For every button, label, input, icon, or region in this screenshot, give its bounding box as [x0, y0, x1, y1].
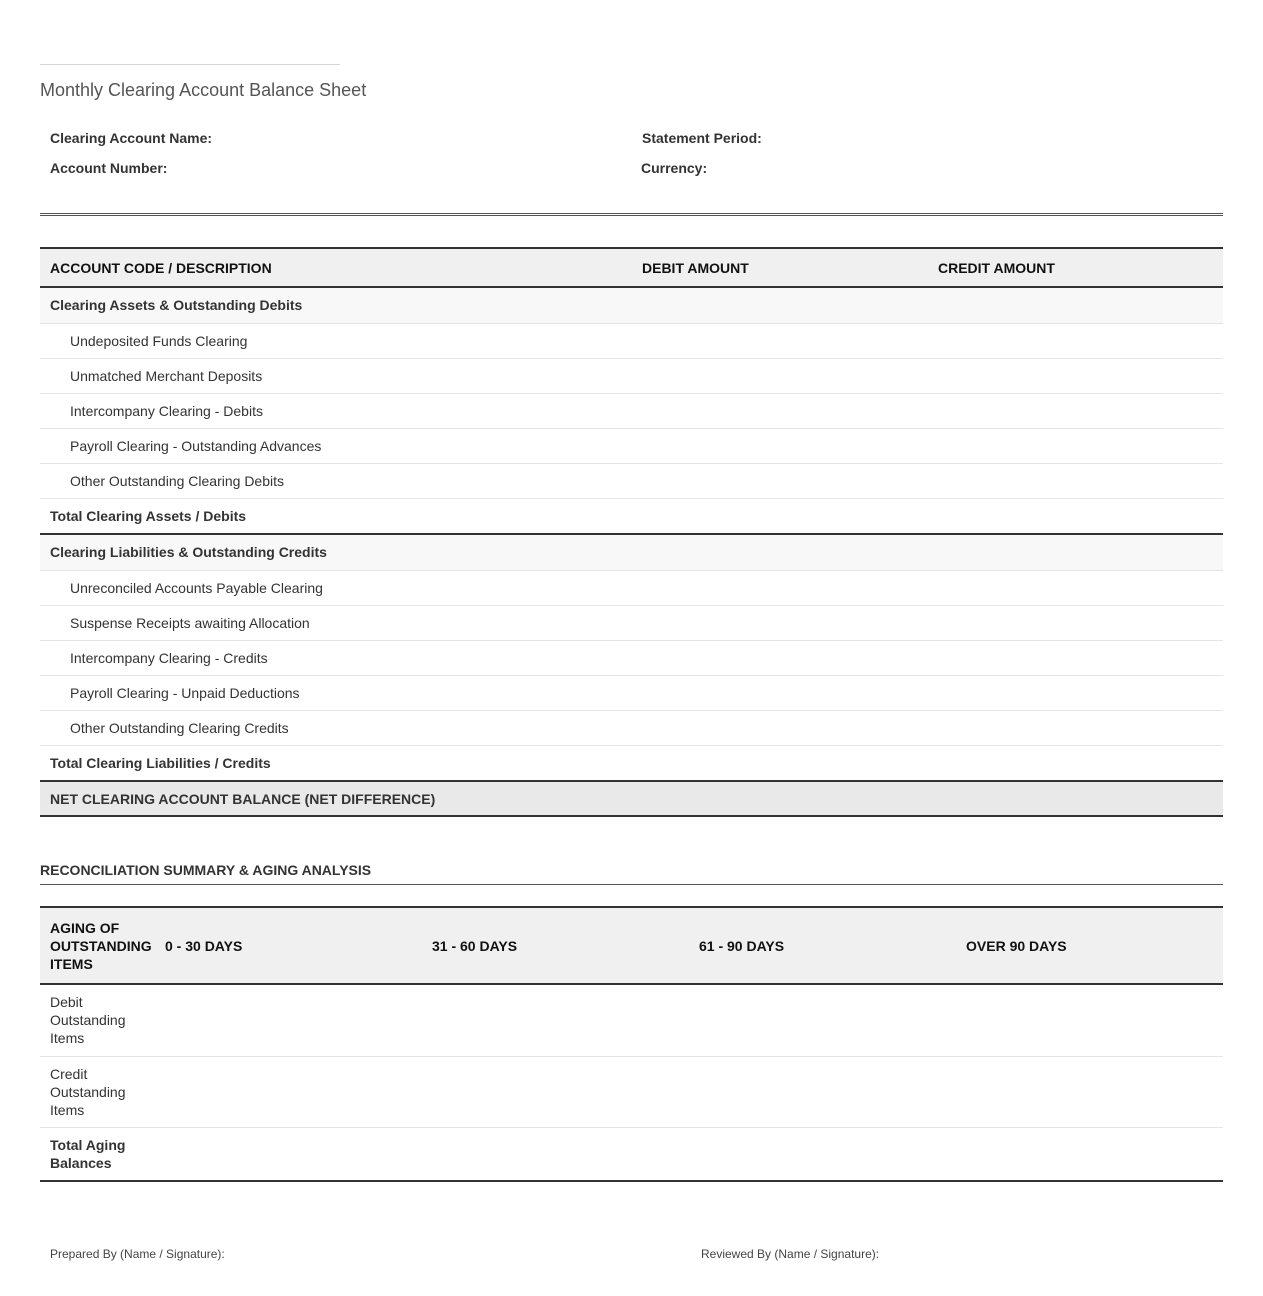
table-row [40, 675, 1223, 710]
row-description: Other Outstanding Clearing Credits [40, 710, 632, 745]
aging-row-label: Credit Outstanding Items [40, 1056, 155, 1127]
row-description: Other Outstanding Clearing Debits [40, 463, 632, 498]
credit-cell [928, 323, 1223, 358]
table-row [40, 323, 1223, 358]
debit-cell [632, 745, 928, 781]
aging-cell [155, 1056, 422, 1127]
header-double-rule [40, 213, 1223, 216]
prepared-by-label: Prepared By (Name / Signature): [50, 1247, 225, 1261]
account-number-label: Account Number: [50, 160, 168, 176]
liabilities-total-row [40, 745, 1223, 781]
row-description: Intercompany Clearing - Credits [40, 640, 632, 675]
credit-cell [928, 745, 1223, 781]
table-row [40, 640, 1223, 675]
balance-table-header [40, 248, 1223, 287]
aging-cell [689, 1127, 956, 1181]
liabilities-section-row [40, 534, 1223, 570]
debit-cell [632, 675, 928, 710]
debit-cell [632, 498, 928, 534]
assets-total-label: Total Clearing Assets / Debits [40, 498, 632, 534]
credit-cell [928, 675, 1223, 710]
debit-cell [632, 428, 928, 463]
col-header-debit: DEBIT AMOUNT [632, 248, 928, 287]
row-description: Payroll Clearing - Outstanding Advances [40, 428, 632, 463]
credit-cell [928, 393, 1223, 428]
assets-section-row [40, 287, 1223, 323]
row-description: Intercompany Clearing - Debits [40, 393, 632, 428]
table-row [40, 463, 1223, 498]
table-row [40, 358, 1223, 393]
table-row [40, 710, 1223, 745]
balance-table [40, 247, 1223, 817]
liabilities-section-title: Clearing Liabilities & Outstanding Credits [40, 534, 1223, 570]
aging-header-61-90: 61 - 90 DAYS [689, 907, 956, 984]
debit-cell [632, 605, 928, 640]
debit-cell [632, 710, 928, 745]
aging-cell [155, 984, 422, 1056]
net-balance-label: NET CLEARING ACCOUNT BALANCE (NET DIFFERENCE) [40, 781, 1223, 816]
statement-period-label: Statement Period: [642, 130, 762, 146]
aging-cell [422, 984, 689, 1056]
aging-table-header [40, 907, 1223, 984]
row-description: Unreconciled Accounts Payable Clearing [40, 570, 632, 605]
account-name-label: Clearing Account Name: [50, 130, 213, 146]
aging-cell [155, 1127, 422, 1181]
aging-header-0-30: 0 - 30 DAYS [155, 907, 422, 984]
aging-cell [689, 984, 956, 1056]
reviewed-by-label: Reviewed By (Name / Signature): [701, 1247, 880, 1261]
credit-cell [928, 710, 1223, 745]
aging-cell [422, 1127, 689, 1181]
table-row [40, 605, 1223, 640]
aging-header-31-60: 31 - 60 DAYS [422, 907, 689, 984]
currency-label: Currency: [641, 160, 708, 176]
aging-header-over-90: OVER 90 DAYS [956, 907, 1223, 984]
credit-cell [928, 498, 1223, 534]
credit-cell [928, 605, 1223, 640]
row-description: Undeposited Funds Clearing [40, 323, 632, 358]
credit-cell [928, 463, 1223, 498]
table-row [40, 1056, 1223, 1127]
table-row [40, 984, 1223, 1056]
aging-cell [422, 1056, 689, 1127]
aging-cell [956, 1127, 1223, 1181]
row-description: Suspense Receipts awaiting Allocation [40, 605, 632, 640]
row-description: Unmatched Merchant Deposits [40, 358, 632, 393]
table-row [40, 428, 1223, 463]
aging-cell [689, 1056, 956, 1127]
aging-row-label: Debit Outstanding Items [40, 984, 155, 1056]
table-row [40, 570, 1223, 605]
col-header-description: ACCOUNT CODE / DESCRIPTION [40, 248, 632, 287]
debit-cell [632, 358, 928, 393]
assets-total-row [40, 498, 1223, 534]
reconciliation-rule [40, 884, 1223, 885]
col-header-credit: CREDIT AMOUNT [928, 248, 1223, 287]
title-top-rule [40, 64, 340, 65]
debit-cell [632, 463, 928, 498]
credit-cell [928, 428, 1223, 463]
debit-cell [632, 640, 928, 675]
reconciliation-title: RECONCILIATION SUMMARY & AGING ANALYSIS [40, 862, 372, 878]
aging-total-row [40, 1127, 1223, 1181]
aging-cell [956, 984, 1223, 1056]
aging-cell [956, 1056, 1223, 1127]
liabilities-total-label: Total Clearing Liabilities / Credits [40, 745, 632, 781]
assets-section-title: Clearing Assets & Outstanding Debits [40, 287, 1223, 323]
row-description: Payroll Clearing - Unpaid Deductions [40, 675, 632, 710]
credit-cell [928, 358, 1223, 393]
aging-total-label: Total Aging Balances [40, 1127, 155, 1181]
aging-table [40, 906, 1223, 1182]
table-row [40, 393, 1223, 428]
debit-cell [632, 393, 928, 428]
debit-cell [632, 323, 928, 358]
debit-cell [632, 570, 928, 605]
credit-cell [928, 570, 1223, 605]
credit-cell [928, 640, 1223, 675]
document-title: Monthly Clearing Account Balance Sheet [40, 80, 367, 100]
net-balance-row [40, 781, 1223, 816]
aging-header-items: AGING OF OUTSTANDING ITEMS [40, 907, 155, 984]
